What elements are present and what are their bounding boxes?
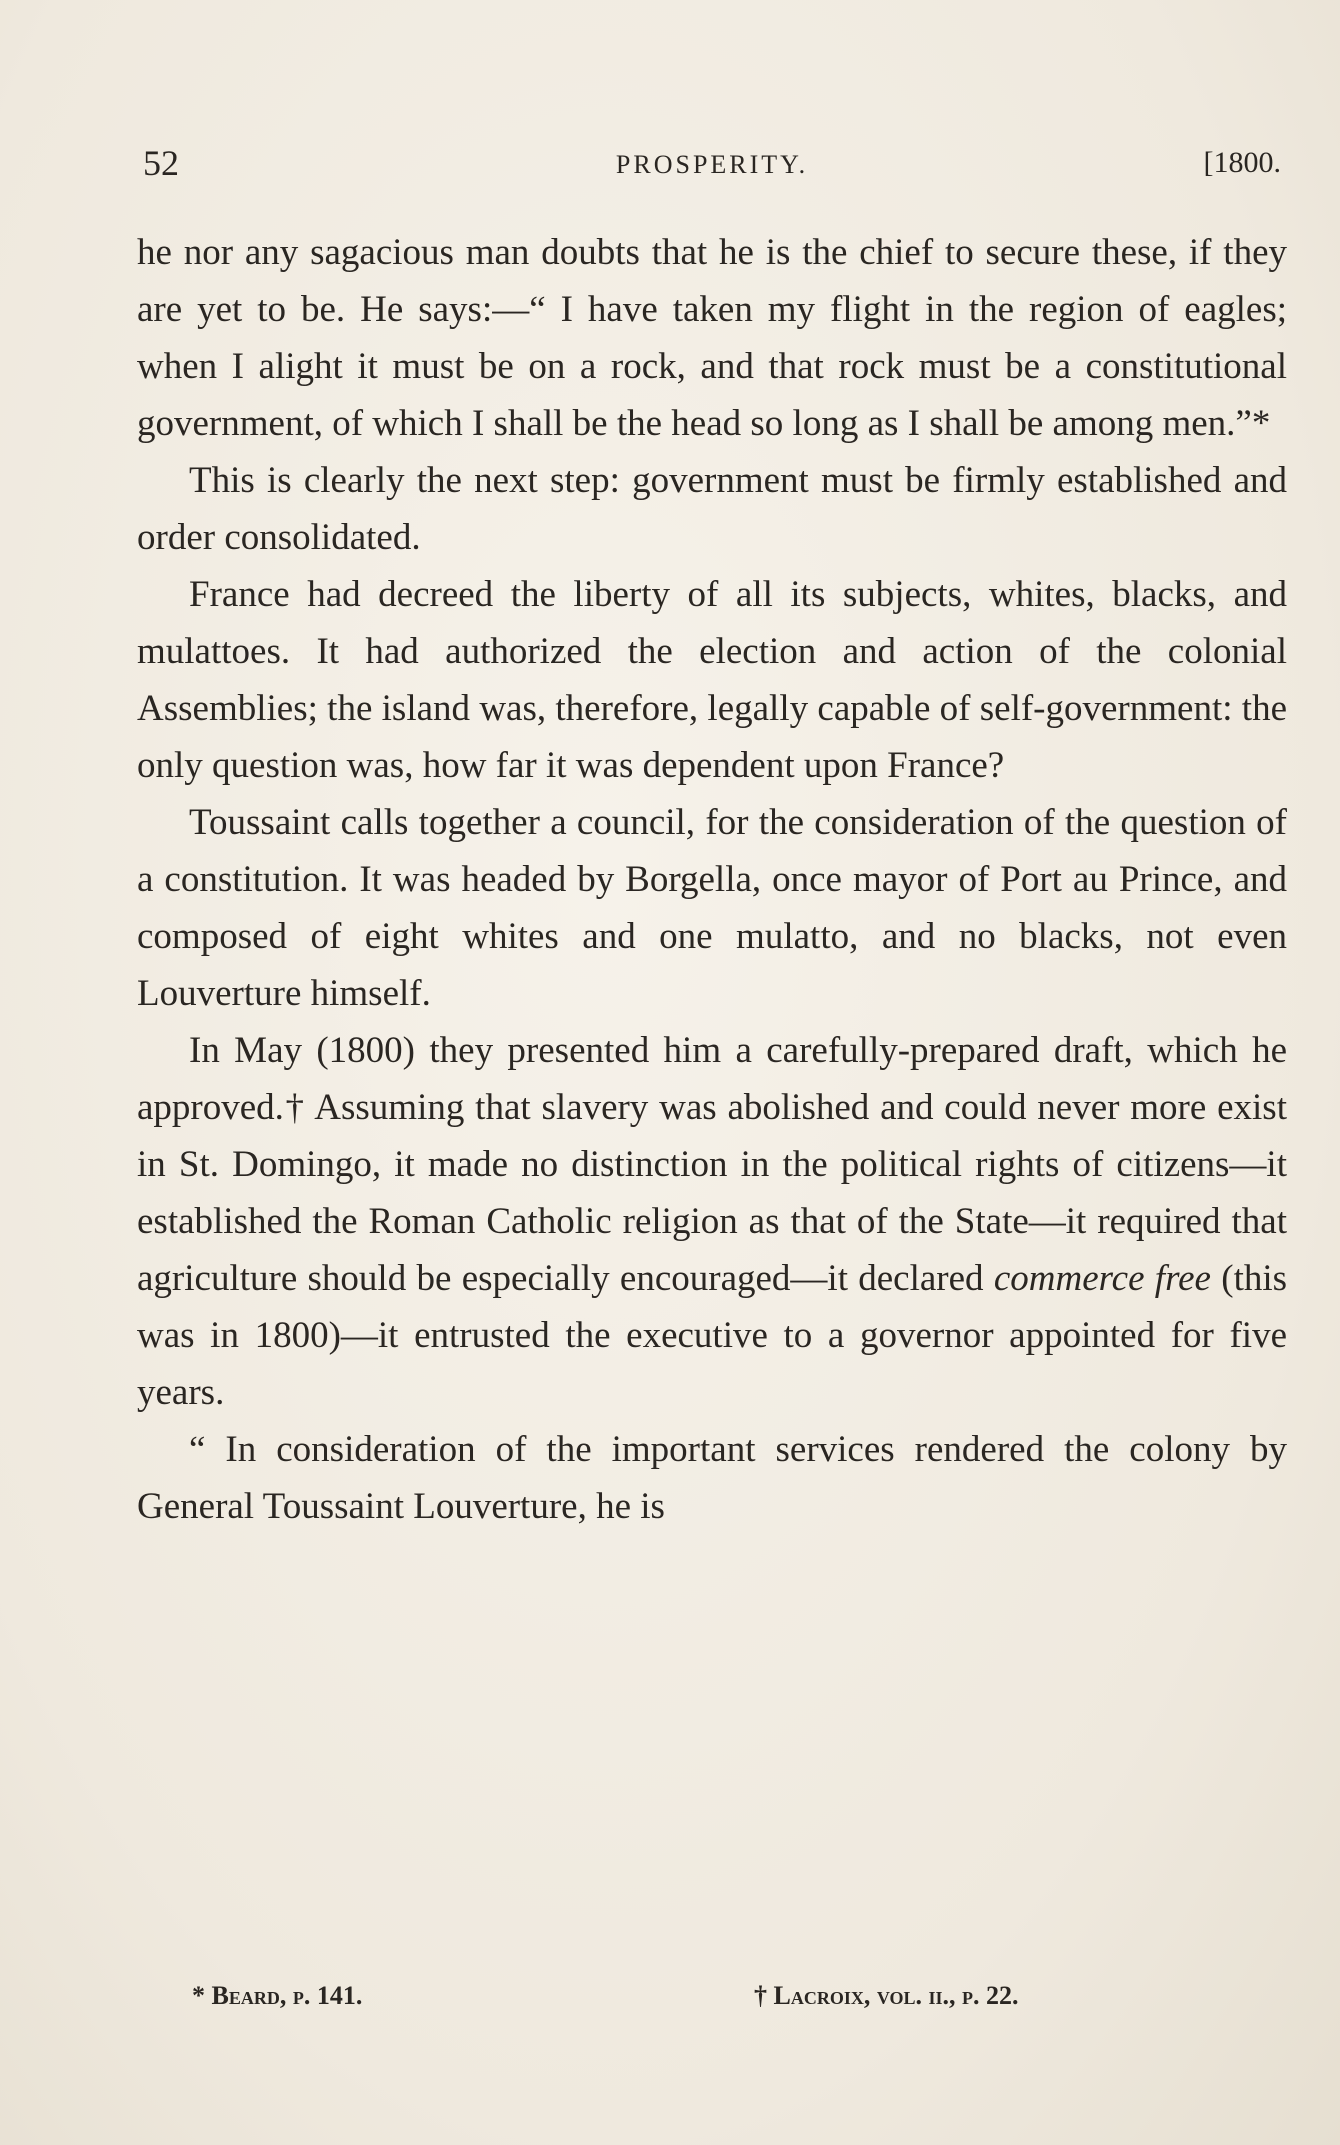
footnotes <box>192 1981 1192 2021</box>
paragraph-3: France had decreed the liberty of all its subjects, whites, blacks, and mulattoes. It had authorized the election and action of the colonial Assemblies; the island was, therefore, legally capable of self-government: the only question was, how far it was dependent upon France? <box>137 574 1287 786</box>
body-text <box>137 224 1287 1535</box>
paragraph-5 <box>137 1022 1287 1421</box>
paragraph-2: This is clearly the next step: government must be firmly established and order consolidated. <box>137 460 1287 558</box>
page-number: 52 <box>143 143 179 183</box>
running-head-date: [1800. <box>1203 146 1281 179</box>
paragraph-1: he nor any sagacious man doubts that he is the chief to secure these, if they are yet to be. He says:—“ I have taken my flight in the region of eagles; when I alight it must be on a rock, and that rock must be a constitutional government, of which I shall be the head so long as I shall be among men.”* <box>137 232 1287 444</box>
paragraph-5-part-1: In May (1800) they presented him a carefully-prepared draft, which he approved.† Assuming that slavery was abolished and could never more exist in St. Domingo, it made no distinction in the political rights of citizens—it established the Roman Catholic religion as that of the State—it required that agriculture should be especially encouraged—it declared <box>137 1030 1287 1299</box>
italic-commerce-free: commerce free <box>993 1258 1211 1299</box>
paragraph-4: Toussaint calls together a council, for the consideration of the question of a constitution. It was headed by Borgella, once mayor of Port au Prince, and composed of eight whites and one mulatto, and no blacks, not even Louverture himself. <box>137 802 1287 1014</box>
footnote-lacroix: † Lacroix, vol. ii., p. 22. <box>754 1981 1019 2010</box>
running-head: PROSPERITY. <box>615 150 809 179</box>
paragraph-6: “ In consideration of the important services rendered the colony by General Toussaint Louverture, he is <box>137 1429 1287 1527</box>
page-header <box>143 142 1281 192</box>
paragraph-5-part-2: (this was in 1800)—it entrusted the executive to a governor appointed for five years. <box>137 1258 1288 1413</box>
footnote-beard: * Beard, p. 141. <box>192 1981 363 2010</box>
